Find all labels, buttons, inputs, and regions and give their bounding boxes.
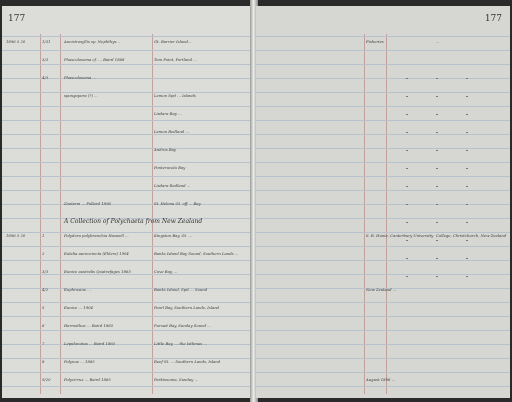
ditto-mark	[436, 150, 438, 151]
ditto-mark	[406, 114, 408, 115]
cell-locality: Little Bay, ... the Isthmus ...	[154, 341, 208, 346]
ditto-mark	[436, 96, 438, 97]
ditto-mark	[436, 168, 438, 169]
cell-no: 6	[42, 323, 45, 328]
ruled-line	[256, 302, 510, 303]
ledger-row-right	[256, 110, 510, 124]
cell-locality: Cove Bay, ...	[154, 269, 178, 274]
ledger-row-right	[256, 74, 510, 88]
ledger-row-right	[256, 164, 510, 178]
cell-name: Polynoe ... 1865	[64, 359, 95, 364]
cell-donor: August 1896 ...	[366, 377, 396, 382]
cell-no: 4/3	[42, 75, 49, 80]
ditto-mark	[466, 114, 468, 115]
ledger-row-left	[2, 232, 252, 246]
cell-locality: Reef St. ... Southern Lands, Island	[154, 359, 221, 364]
cell-locality: Pearl Bay, Southern Lands, Island	[154, 305, 220, 310]
ditto-mark	[436, 186, 438, 187]
ditto-mark	[466, 204, 468, 205]
ledger-row-right	[256, 146, 510, 160]
ruled-line	[256, 162, 510, 163]
cell-name: Phascolosoma cf. ... Baird 1868	[64, 57, 125, 62]
ledger-row-right	[256, 182, 510, 196]
ledger-row-right	[256, 232, 510, 246]
ruled-line	[2, 246, 252, 247]
ditto-mark	[406, 186, 408, 187]
cell-locality: St. Helena Gt. off ... Bay	[154, 201, 201, 206]
ruled-line	[256, 372, 510, 373]
cell-locality: Lemon Spit ... Islands	[154, 93, 196, 98]
ditto-mark	[466, 132, 468, 133]
cell-no: 1	[42, 233, 45, 238]
cell-donor: S. R. Hume, Canterbury University	[366, 233, 434, 238]
ledger-row-right	[256, 92, 510, 106]
ditto-mark	[406, 150, 408, 151]
cell-no: 5	[42, 305, 45, 310]
cell-no: 4/2	[42, 287, 49, 292]
ledger-row-right	[256, 376, 510, 390]
ledger-row-left	[2, 304, 252, 318]
section-heading: A Collection of Polychaeta from New Zealand	[64, 218, 203, 225]
ruled-line	[2, 106, 252, 107]
ditto-mark	[436, 222, 438, 223]
cell-no: 1/31	[42, 39, 51, 44]
cell-locality: Parkinsonia, Sunday ...	[154, 377, 199, 382]
cell-no: 3/3	[42, 57, 49, 62]
cell-name: Eunice ... 1904	[64, 305, 93, 310]
ditto-mark	[436, 78, 438, 79]
ditto-mark	[466, 240, 468, 241]
cell-date: 1896 5 20	[6, 233, 26, 238]
ruled-line	[256, 246, 510, 247]
ditto-mark	[406, 96, 408, 97]
ruled-line	[2, 372, 252, 373]
ledger-row-left	[2, 56, 252, 70]
ledger-row-left	[2, 110, 252, 124]
cell-notes: College, Christchurch, New Zealand	[436, 233, 506, 238]
ledger-row-left	[2, 200, 252, 214]
cell-name: Eulalia aureocincta (Ehlers) 1904	[64, 251, 129, 256]
ruled-line	[2, 302, 252, 303]
ledger-row-right	[256, 200, 510, 214]
ditto-mark	[436, 204, 438, 205]
ledger-row-right	[256, 322, 510, 336]
ditto-mark	[466, 276, 468, 277]
cell-donor: New Zealand ...	[366, 287, 397, 292]
cell-date: 1896 5 20	[6, 39, 26, 44]
cell-no: 7	[42, 341, 45, 346]
ruled-line	[2, 162, 252, 163]
cell-locality: Banks Island, Spit ... Sound	[154, 287, 208, 292]
ledger-row-left	[2, 358, 252, 372]
cell-name: Ancistrosyllis sp. Nephthys...	[64, 39, 120, 44]
cell-locality: Tom Point, Portland ...	[154, 57, 197, 62]
ditto-mark	[466, 222, 468, 223]
ledger-row-right	[256, 358, 510, 372]
ditto-mark	[406, 222, 408, 223]
ledger-row-right	[256, 250, 510, 264]
ledger-row-left	[2, 268, 252, 282]
right-page	[256, 6, 510, 398]
ruled-line	[256, 106, 510, 107]
cell-locality: Ponteracola Bay	[154, 165, 186, 170]
ditto-mark	[466, 168, 468, 169]
ditto-mark	[436, 114, 438, 115]
cell-locality: Gt. Barrier Island...	[154, 39, 192, 44]
ditto-mark	[466, 150, 468, 151]
ditto-mark	[406, 276, 408, 277]
cell-no: 8	[42, 359, 45, 364]
ditto-mark	[466, 258, 468, 259]
cell-locality: Lisdara Bay ...	[154, 111, 182, 116]
ledger-row-right	[256, 56, 510, 70]
cell-locality: Kingston Bay, Gt. ...	[154, 233, 193, 238]
cell-locality: Banks Island Bay Sound, Southern Lands ...	[154, 251, 239, 256]
cell-notes: ...	[436, 39, 440, 44]
ledger-row-left	[2, 340, 252, 354]
ditto-mark	[406, 240, 408, 241]
ditto-mark	[406, 168, 408, 169]
ledger-row-left	[2, 92, 252, 106]
left-page	[2, 6, 252, 398]
right-page-number: 177	[484, 14, 502, 24]
ruled-line	[2, 36, 252, 37]
ditto-mark	[436, 276, 438, 277]
cell-name: Polycirrus ... Baird 1865	[64, 377, 111, 382]
cell-no: 2	[42, 251, 45, 256]
ledger-row-left	[2, 74, 252, 88]
cell-name: Euphrosine ...	[64, 287, 91, 292]
cell-donor: Fisheries	[366, 39, 384, 44]
cell-no: 3/3	[42, 269, 49, 274]
ledger-row-left	[2, 182, 252, 196]
cell-locality: Lemon Redland ...	[154, 129, 190, 134]
ledger-row-left	[2, 164, 252, 178]
cell-name: Zooterm ... Pollard 1896	[64, 201, 111, 206]
ditto-mark	[466, 78, 468, 79]
ledger-row-right	[256, 286, 510, 300]
ruled-line	[256, 36, 510, 37]
ditto-mark	[466, 186, 468, 187]
ditto-mark	[436, 132, 438, 133]
ditto-mark	[406, 258, 408, 259]
cell-name: Phascolosoma ...	[64, 75, 97, 80]
cell-locality: Pursuit Bay, Sunday Sound ...	[154, 323, 211, 328]
ditto-mark	[406, 204, 408, 205]
cell-locality: Lisdara Redland ...	[154, 183, 191, 188]
ditto-mark	[436, 258, 438, 259]
ledger-row-right	[256, 268, 510, 282]
ledger-row-left	[2, 250, 252, 264]
ledger-row-right	[256, 128, 510, 142]
ledger-row-right	[256, 38, 510, 52]
ledger-row-left	[2, 38, 252, 52]
ledger-row-left	[2, 322, 252, 336]
ditto-mark	[466, 96, 468, 97]
ledger-row-left	[2, 128, 252, 142]
cell-name: Eunice australis Quatrefages 1865	[64, 269, 131, 274]
ditto-mark	[406, 132, 408, 133]
ledger-row-left	[2, 286, 252, 300]
cell-locality: Andros Bay	[154, 147, 177, 152]
ruled-line	[256, 218, 510, 219]
cell-name: Lepidonotus ... Baird 1865	[64, 341, 116, 346]
ditto-mark	[436, 240, 438, 241]
ledger-row-left	[2, 376, 252, 390]
cell-no: 9/20	[42, 377, 51, 382]
left-page-number: 177	[8, 14, 26, 24]
ledger-row-left	[2, 146, 252, 160]
ditto-mark	[406, 78, 408, 79]
cell-name: Harmothoe ... Baird 1865	[64, 323, 114, 328]
cell-name: Polydora polybranchia Haswell ...	[64, 233, 129, 238]
cell-name: spongopora (?) ...	[64, 93, 98, 98]
ledger-row-right	[256, 340, 510, 354]
ledger-row-right	[256, 304, 510, 318]
